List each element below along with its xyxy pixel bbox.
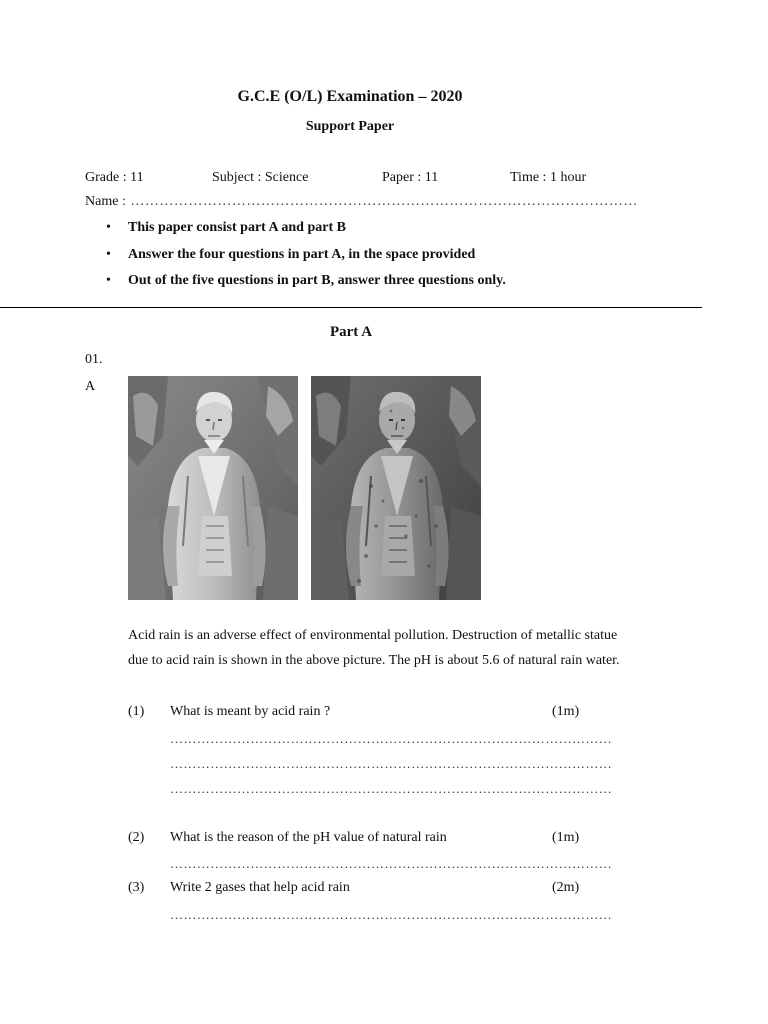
answer-line[interactable]: ……………………………………………………………………………………… — [170, 856, 613, 871]
name-row — [85, 194, 638, 210]
name-label: Name — [85, 194, 119, 209]
section-divider — [0, 307, 702, 308]
bullet-icon: • — [106, 247, 111, 262]
question-1-marks: (1m) — [552, 704, 580, 719]
name-fill-line[interactable]: : …………………………………………………………………………………………… — [121, 194, 638, 209]
instruction-item: • Out of the five questions in part B, answer three questions only. — [106, 273, 506, 288]
paper-label: Paper : 11 — [382, 170, 439, 185]
bullet-icon: • — [106, 273, 111, 288]
answer-line[interactable]: ……………………………………………………………………………………… — [170, 907, 613, 922]
intro-paragraph-line-2: due to acid rain is shown in the above picture. The pH is about 5.6 of natural rain water. — [128, 653, 620, 668]
bullet-icon: • — [106, 220, 111, 235]
question-2-number: (2) — [128, 830, 145, 845]
question-1-text: What is meant by acid rain ? — [170, 704, 331, 719]
instruction-item: • Answer the four questions in part A, in the space provided — [106, 247, 476, 262]
question-3-text: Write 2 gases that help acid rain — [170, 880, 350, 895]
subsection-label: A — [85, 379, 96, 394]
question-2-marks: (1m) — [552, 830, 580, 845]
question-2-text: What is the reason of the pH value of natural rain — [170, 830, 447, 845]
statue-photo-intact — [128, 376, 298, 600]
exam-title: G.C.E (O/L) Examination – 2020 — [237, 88, 463, 105]
intro-paragraph-line-1: Acid rain is an adverse effect of environmental pollution. Destruction of metallic statue — [128, 628, 618, 643]
instruction-item: • This paper consist part A and part B — [106, 220, 346, 235]
statue-photo-corroded — [311, 376, 481, 600]
paper-subtitle: Support Paper — [305, 119, 395, 134]
grade-label: Grade : 11 — [85, 170, 144, 185]
question-3-number: (3) — [128, 880, 145, 895]
question-number: 01. — [85, 352, 103, 367]
answer-line[interactable]: ……………………………………………………………………………………… — [170, 756, 613, 771]
subject-label: Subject : Science — [212, 170, 309, 185]
question-3-marks: (2m) — [552, 880, 580, 895]
answer-line[interactable]: ……………………………………………………………………………………… — [170, 781, 613, 796]
answer-line[interactable]: ……………………………………………………………………………………… — [170, 731, 613, 746]
question-1-number: (1) — [128, 704, 145, 719]
time-label: Time : 1 hour — [510, 170, 587, 185]
part-a-heading: Part A — [329, 324, 373, 340]
